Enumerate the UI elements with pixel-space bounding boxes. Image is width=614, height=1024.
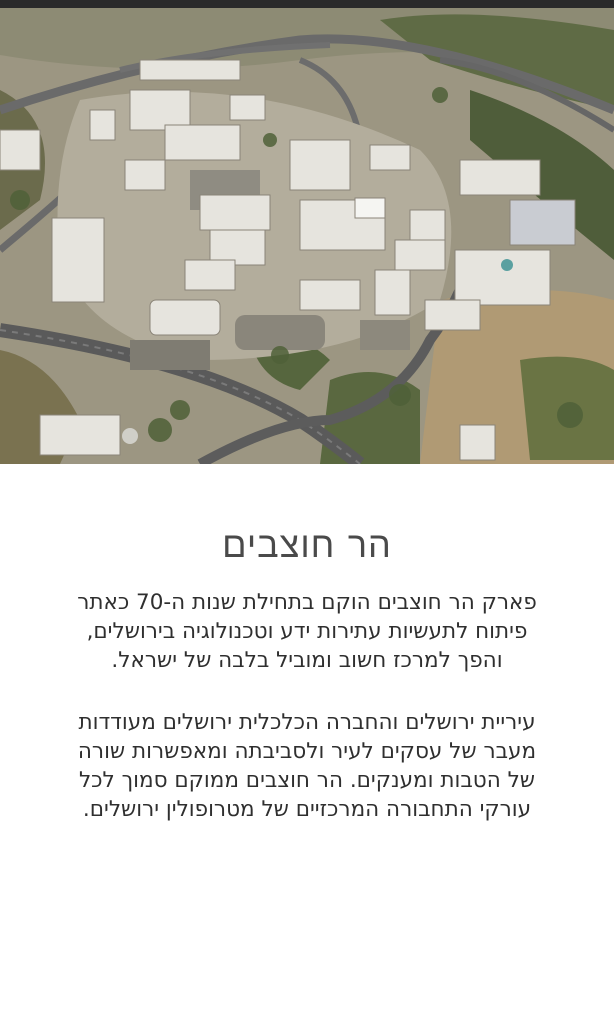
benefits-line-3: של הטבות ומענקים. הר חוצבים ממוקם סמוך לכל — [78, 768, 536, 793]
intro-line-1: פארק הר חוצבים הוקם בתחילת שנות ה-70 כאתר — [77, 590, 537, 615]
benefits-line-1: עיריית ירושלים והחברה הכלכלית ירושלים מעודדות — [78, 710, 536, 735]
intro-line-2: פיתוח לתעשיות עתירות ידע וטכנולוגיה בירושלים, — [86, 619, 528, 644]
benefits-paragraph — [50, 708, 564, 824]
benefits-line-2: מעבר של עסקים לעיר ולסביבתה ומאפשרות שורה — [77, 739, 537, 764]
intro-paragraph — [50, 588, 564, 675]
hero-image — [0, 0, 614, 464]
benefits-line-4: עורקי התחבורה המרכזיים של מטרופולין ירושלים. — [82, 797, 532, 822]
article-section — [0, 464, 614, 1024]
aerial-photo — [0, 0, 614, 464]
page-title: הר חוצבים — [222, 525, 392, 566]
intro-line-3: והפך למרכז חשוב ומוביל בלבה של ישראל. — [111, 648, 503, 673]
